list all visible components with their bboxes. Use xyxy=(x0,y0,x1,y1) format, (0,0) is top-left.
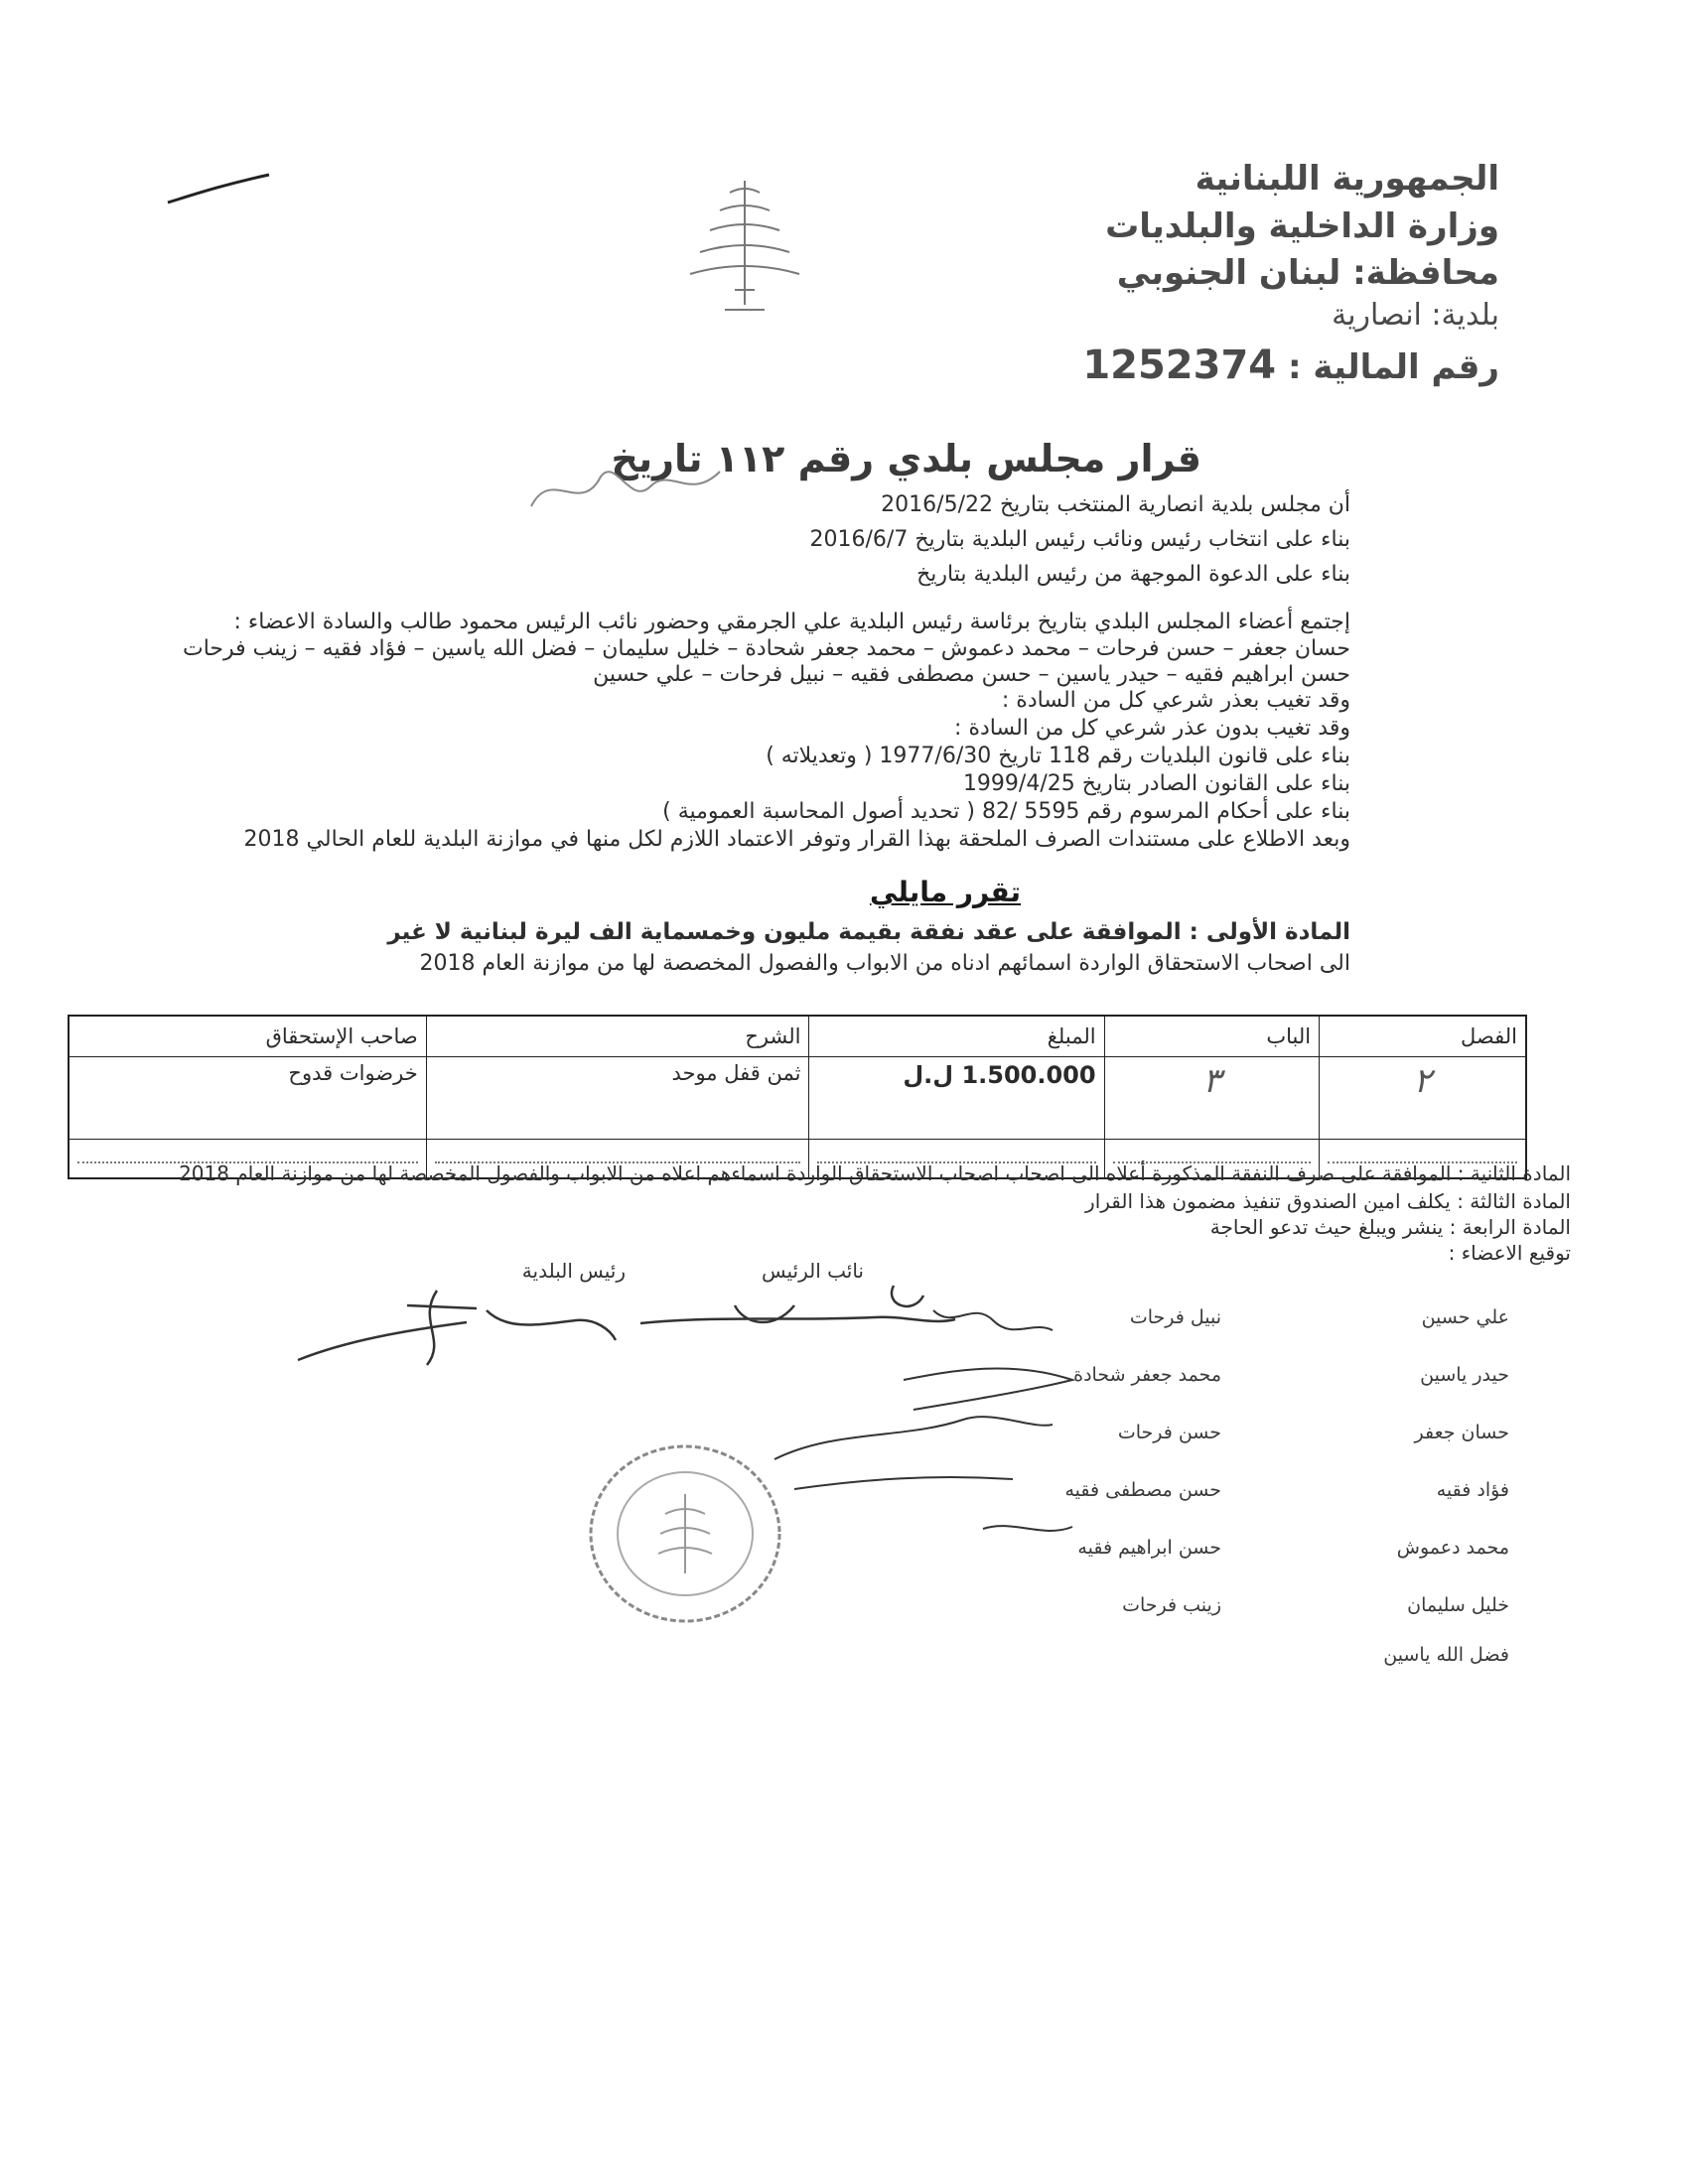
finance-number-label: رقم المالية : xyxy=(1287,347,1499,387)
body-line-6: حسن ابراهيم فقيه – حيدر ياسين – حسن مصطفى فقيه – نبيل فرحات – علي حسين xyxy=(593,662,1350,687)
header-finance-number xyxy=(1082,342,1499,388)
body-line-5: حسان جعفر – حسن فرحات – محمد دعموش – محمد جعفر شحادة – خليل سليمان – فضل الله ياسين – فؤاد فقيه – زينب فرحات xyxy=(183,636,1350,661)
member-name: حسان جعفر xyxy=(1414,1422,1509,1443)
header-municipality: بلدية: انصارية xyxy=(1332,298,1499,333)
mayor-signature xyxy=(288,1271,626,1380)
pen-mark xyxy=(164,169,273,208)
cell-description: ثمن قفل موحد xyxy=(426,1057,809,1140)
article-3: المادة الثالثة : يكلف امين الصندوق تنفيذ مضمون هذا القرار xyxy=(1085,1189,1571,1213)
article-1-line-2: الى اصحاب الاستحقاق الواردة اسمائهم ادناه من الابواب والفصول المخصصة لها من موازنة العام 2018 xyxy=(419,951,1350,976)
finance-number-value: 1252374 xyxy=(1082,342,1277,388)
body-line-10: بناء على القانون الصادر بتاريخ 1999/4/25 xyxy=(962,771,1350,796)
expense-table xyxy=(68,1015,1527,1179)
official-stamp xyxy=(581,1434,789,1633)
header-description: الشرح xyxy=(426,1016,809,1057)
member-name: علي حسين xyxy=(1421,1306,1509,1328)
decision-title: قرار مجلس بلدي رقم ١١٢ تاريخ xyxy=(611,437,1201,480)
member-name: خليل سليمان xyxy=(1407,1594,1509,1616)
body-line-1: أن مجلس بلدية انصارية المنتخب بتاريخ 2016/5/22 xyxy=(881,492,1350,517)
header-amount: المبلغ xyxy=(809,1016,1104,1057)
member-name: زينب فرحات xyxy=(1122,1594,1221,1616)
member-name: حسن ابراهيم فقيه xyxy=(1077,1537,1221,1559)
header-chapter: الفصل xyxy=(1320,1016,1526,1057)
member-name: محمد جعفر شحادة xyxy=(1073,1364,1221,1386)
member-name: فضل الله ياسين xyxy=(1383,1644,1509,1666)
body-line-12: وبعد الاطلاع على مستندات الصرف الملحقة بهذا القرار وتوفر الاعتماد اللازم لكل منها في موازنة البلدية للعام الحالي 2018 xyxy=(243,827,1350,852)
member-name: فؤاد فقيه xyxy=(1436,1479,1509,1501)
body-line-7: وقد تغيب بعذر شرعي كل من السادة : xyxy=(1001,688,1350,713)
header-country: الجمهورية اللبنانية xyxy=(1195,159,1499,199)
header-section: الباب xyxy=(1104,1016,1319,1057)
member-name: محمد دعموش xyxy=(1396,1537,1509,1559)
header-beneficiary: صاحب الإستحقاق xyxy=(69,1016,426,1057)
body-line-9: بناء على قانون البلديات رقم 118 تاريخ 1977/6/30 ( وتعديلاته ) xyxy=(766,744,1350,768)
table-header-row xyxy=(69,1016,1526,1057)
decision-heading: تقرر مايلي xyxy=(870,876,1022,908)
signatures-heading: توقيع الاعضاء : xyxy=(1448,1241,1571,1265)
cell-chapter: ٢ xyxy=(1320,1057,1526,1140)
cedar-emblem-icon xyxy=(675,171,814,320)
cell-amount: 1.500.000 ل.ل xyxy=(809,1057,1104,1140)
body-line-3: بناء على الدعوة الموجهة من رئيس البلدية بتاريخ xyxy=(916,562,1350,587)
header-governorate: محافظة: لبنان الجنوبي xyxy=(1116,253,1499,293)
body-line-2: بناء على انتخاب رئيس ونائب رئيس البلدية بتاريخ 2016/6/7 xyxy=(809,527,1350,552)
body-line-11: بناء على أحكام المرسوم رقم 5595 /82 ( تحديد أصول المحاسبة العمومية ) xyxy=(662,799,1350,824)
member-name: حسن مصطفى فقيه xyxy=(1064,1479,1221,1501)
mayor-label: رئيس البلدية xyxy=(521,1259,626,1283)
member-name: حسن فرحات xyxy=(1117,1422,1221,1443)
body-line-8: وقد تغيب بدون عذر شرعي كل من السادة : xyxy=(954,716,1350,741)
body-line-4: إجتمع أعضاء المجلس البلدي بتاريخ برئاسة رئيس البلدية علي الجرمقي وحضور نائب الرئيس محمود طالب والسادة الاعضاء : xyxy=(233,610,1350,634)
cell-section: ٣ xyxy=(1104,1057,1319,1140)
header-ministry: وزارة الداخلية والبلديات xyxy=(1105,206,1499,246)
cell-beneficiary: خرضوات قدوح xyxy=(69,1057,426,1140)
member-name: نبيل فرحات xyxy=(1129,1306,1221,1328)
handwritten-date-mark xyxy=(521,447,740,526)
deputy-label: نائب الرئيس xyxy=(761,1259,864,1283)
article-1-line-1: المادة الأولى : الموافقة على عقد نفقة بقيمة مليون وخمسماية الف ليرة لبنانية لا غير xyxy=(387,919,1350,945)
article-2: المادة الثانية : الموافقة على صرف النفقة المذكورة أعلاه الى اصحاب اصحاب الاستحقاق الواردة اسماءهم اعلاه من الابواب والفصول المخصصة لها من موازنة العام 2018 xyxy=(179,1161,1571,1185)
article-4: المادة الرابعة : ينشر ويبلغ حيث تدعو الحاجة xyxy=(1209,1215,1571,1239)
member-name: حيدر ياسين xyxy=(1420,1364,1509,1386)
member-signatures xyxy=(755,1291,1132,1588)
table-row xyxy=(69,1057,1526,1140)
